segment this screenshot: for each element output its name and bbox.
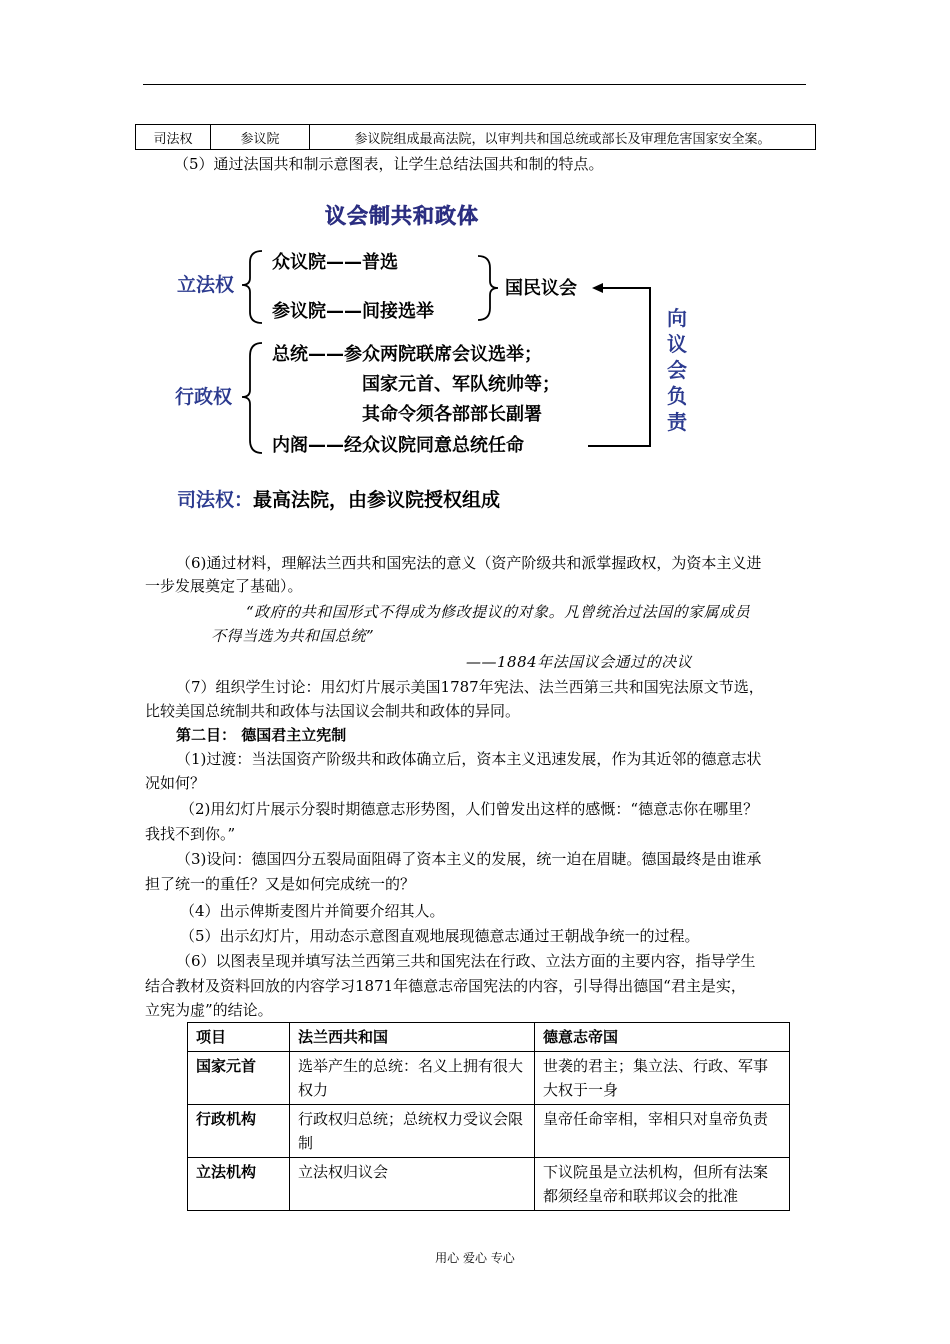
paragraph: （3)设问：德国四分五裂局面阻碍了资本主义的发展，统一迫在眉睫。德国最终是由谁承 bbox=[176, 850, 762, 868]
legislative-label: 立法权 bbox=[177, 274, 235, 296]
assembly-brace bbox=[478, 256, 498, 320]
paragraph: 一步发展奠定了基础）。 bbox=[145, 577, 303, 595]
paragraph: 况如何？ bbox=[145, 774, 206, 792]
page-footer: 用心 爱心 专心 bbox=[435, 1251, 515, 1265]
paragraph: （5）出示幻灯片，用动态示意图直观地展现德意志通过王朝战争统一的过程。 bbox=[180, 927, 700, 945]
vertical-char: 负 bbox=[667, 384, 687, 408]
row-item: 国家元首 bbox=[188, 1052, 290, 1105]
table-row bbox=[188, 1052, 790, 1105]
section-heading-text: 第二目： 德国君主立宪制 bbox=[176, 726, 347, 744]
paragraph: 担了统一的重任？又是如何完成统一的？ bbox=[145, 875, 416, 893]
president-line-1: 总统——参众两院联席会议选举； bbox=[272, 344, 542, 365]
paragraph: （6)通过材料，理解法兰西共和国宪法的意义（资产阶级共和派掌握政权，为资本主义进 bbox=[176, 554, 762, 572]
vertical-char: 向 bbox=[667, 306, 687, 330]
national-assembly: 国民议会 bbox=[505, 278, 577, 299]
section-heading bbox=[176, 723, 346, 747]
responsible-vertical-text bbox=[663, 305, 691, 435]
table-cell: 行政权归总统；总统权力受议会限制 bbox=[290, 1105, 535, 1158]
judicial-label: 司法权： bbox=[177, 489, 254, 511]
table-cell: 选举产生的总统：名义上拥有很大权力 bbox=[290, 1052, 535, 1105]
legislative-brace bbox=[242, 251, 262, 323]
table-cell: 皇帝任命宰相，宰相只对皇帝负责 bbox=[535, 1105, 790, 1158]
table-header-row bbox=[188, 1023, 790, 1052]
quote-line: “政府的共和国形式不得成为修改提议的对象。凡曾统治过法国的家属成员 bbox=[246, 603, 751, 621]
table-row bbox=[188, 1158, 790, 1211]
chamber-deputies: 众议院——普选 bbox=[272, 252, 398, 273]
header-cell: 德意志帝国 bbox=[535, 1023, 790, 1052]
paragraph: （2)用幻灯片展示分裂时期德意志形势图，人们曾发出这样的感慨：“德意志你在哪里？ bbox=[180, 800, 759, 818]
cabinet: 内阁——经众议院同意总统任命 bbox=[272, 435, 524, 456]
table-cell: 参议院组成最高法院，以审判共和国总统或部长及审理危害国家安全案。 bbox=[310, 125, 816, 150]
paragraph: （1)过渡：当法国资产阶级共和政体确立后，资本主义迅速发展，作为其近邻的德意志状 bbox=[176, 750, 762, 768]
responsibility-arrow bbox=[588, 288, 650, 446]
senate: 参议院——间接选举 bbox=[272, 301, 434, 322]
paragraph: （7）组织学生讨论：用幻灯片展示美国1787年宪法、法兰西第三共和国宪法原文节选， bbox=[176, 678, 764, 696]
paragraph: （4）出示俾斯麦图片并简要介绍其人。 bbox=[180, 902, 445, 920]
diagram-title: 议会制共和政体 bbox=[325, 204, 479, 228]
paragraph: （6）以图表呈现并填写法兰西第三共和国宪法在行政、立法方面的主要内容，指导学生 bbox=[176, 952, 756, 970]
table-cell: 司法权 bbox=[136, 125, 211, 150]
judicial-text: 最高法院，由参议院授权组成 bbox=[253, 489, 501, 511]
president-line-3: 其命令须各部部长副署 bbox=[362, 404, 542, 425]
table-cell: 下议院虽是立法机构，但所有法案都须经皇帝和联邦议会的批准 bbox=[535, 1158, 790, 1211]
quote-source: ——1884年法国议会通过的决议 bbox=[466, 653, 693, 671]
row-item: 行政机构 bbox=[188, 1105, 290, 1158]
executive-brace bbox=[242, 343, 262, 453]
paragraph: （5）通过法国共和制示意图表，让学生总结法国共和制的特点。 bbox=[174, 155, 604, 173]
paragraph: 立宪为虚”的结论。 bbox=[145, 1001, 273, 1019]
table-cell: 立法权归议会 bbox=[290, 1158, 535, 1211]
row-item: 立法机构 bbox=[188, 1158, 290, 1211]
paragraph: 结合教材及资料回放的内容学习1871年德意志帝国宪法的内容，引导得出德国“君主是实， bbox=[145, 977, 746, 995]
vertical-char: 议 bbox=[667, 332, 687, 356]
executive-label: 行政权 bbox=[175, 386, 233, 408]
header-cell: 法兰西共和国 bbox=[290, 1023, 535, 1052]
table-cell: 参议院 bbox=[211, 125, 310, 150]
judicial-row bbox=[177, 488, 500, 512]
table-row bbox=[188, 1105, 790, 1158]
vertical-char: 责 bbox=[667, 410, 687, 434]
arrow-head bbox=[592, 283, 603, 293]
vertical-char: 会 bbox=[667, 358, 687, 382]
quote-line: 不得当选为共和国总统” bbox=[211, 627, 375, 645]
paragraph: 比较美国总统制共和政体与法国议会制共和政体的异同。 bbox=[145, 702, 521, 720]
header-cell: 项目 bbox=[188, 1023, 290, 1052]
table-cell: 世袭的君主；集立法、行政、军事大权于一身 bbox=[535, 1052, 790, 1105]
comparison-table bbox=[187, 1022, 790, 1211]
president-line-2: 国家元首、军队统帅等； bbox=[362, 374, 560, 395]
paragraph: 我找不到你。” bbox=[145, 825, 236, 843]
